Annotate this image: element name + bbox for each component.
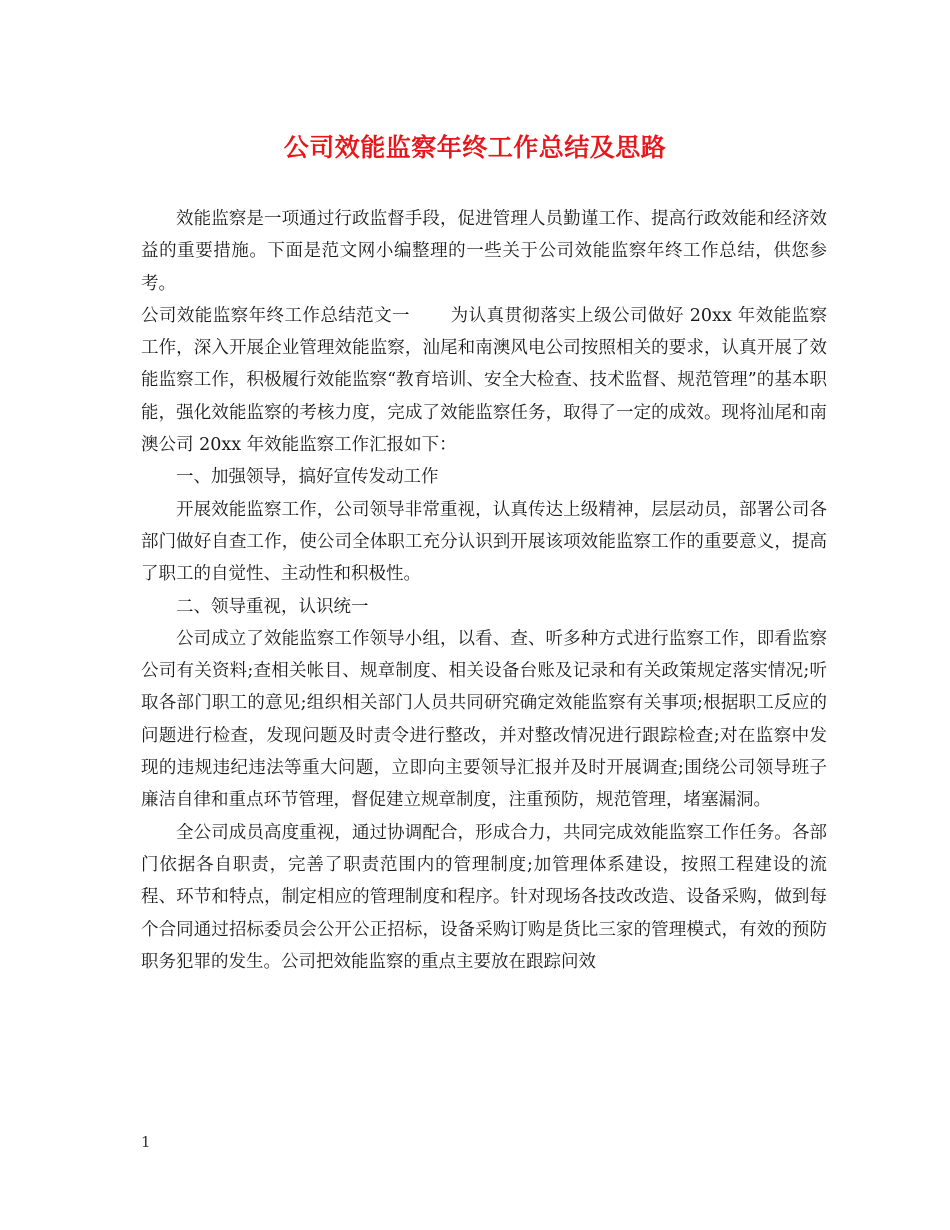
section3-paragraph: 全公司成员高度重视，通过协调配合，形成合力，共同完成效能监察工作任务。各部门依据各自职责，完善了职责范围内的管理制度;加管理体系建设，按照工程建设的流程、环节和特点，制定相应的管理制度和程序。针对现场各技改改造、设备采购，做到每个合同通过招标委员会公开公正招标，设备采购订购是货比三家的管理模式，有效的预防职务犯罪的发生。公司把效能监察的重点主要放在跟踪问效 bbox=[141, 822, 827, 972]
sample-body: 为认真贯彻落实上级公司做好 20xx 年效能监察工作，深入开展企业管理效能监察，汕尾和南澳风电公司按照相关的要求，认真开展了效能监察工作，积极履行效能监察“教育培训、安全大检查、技术监督、规范管理”的基本职能，强化效能监察的考核力度，完成了效能监察任务，取得了一定的成效。现将汕尾和南澳公司 20xx 年效能监察工作汇报如下： bbox=[141, 305, 827, 456]
page-number: 1 bbox=[141, 1133, 151, 1151]
section1-paragraph: 开展效能监察工作，公司领导非常重视，认真传达上级精神，层层动员，部署公司各部门做好自查工作，使公司全体职工充分认识到开展该项效能监察工作的重要意义，提高了职工的自觉性、主动性和积极性。 bbox=[141, 499, 827, 585]
sample-heading: 公司效能监察年终工作总结范文一 bbox=[141, 305, 410, 326]
document-title: 公司效能监察年终工作总结及思路 bbox=[283, 133, 667, 162]
section2-paragraph: 公司成立了效能监察工作领导小组，以看、查、听多种方式进行监察工作，即看监察公司有关资料;查相关帐目、规章制度、相关设备台账及记录和有关政策规定落实情况;听取各部门职工的意见;组织相关部门人员共同研究确定效能监察有关事项;根据职工反应的问题进行检查，发现问题及时责令进行整改，并对整改情况进行跟踪检查;对在监察中发现的违规违纪违法等重大问题，立即向主要领导汇报并及时开展调查;围绕公司领导班子廉洁自律和重点环节管理，督促建立规章制度，注重预防，规范管理，堵塞漏洞。 bbox=[141, 628, 827, 811]
section1-heading: 一、加强领导，搞好宣传发动工作 bbox=[176, 467, 439, 488]
section2-heading: 二、领导重视，认识统一 bbox=[176, 596, 369, 617]
document-body bbox=[141, 203, 827, 978]
intro-paragraph: 效能监察是一项通过行政监督手段，促进管理人员勤谨工作、提高行政效能和经济效益的重要措施。下面是范文网小编整理的一些关于公司效能监察年终工作总结，供您参考。 bbox=[141, 209, 827, 294]
sample-paragraph bbox=[141, 300, 827, 461]
